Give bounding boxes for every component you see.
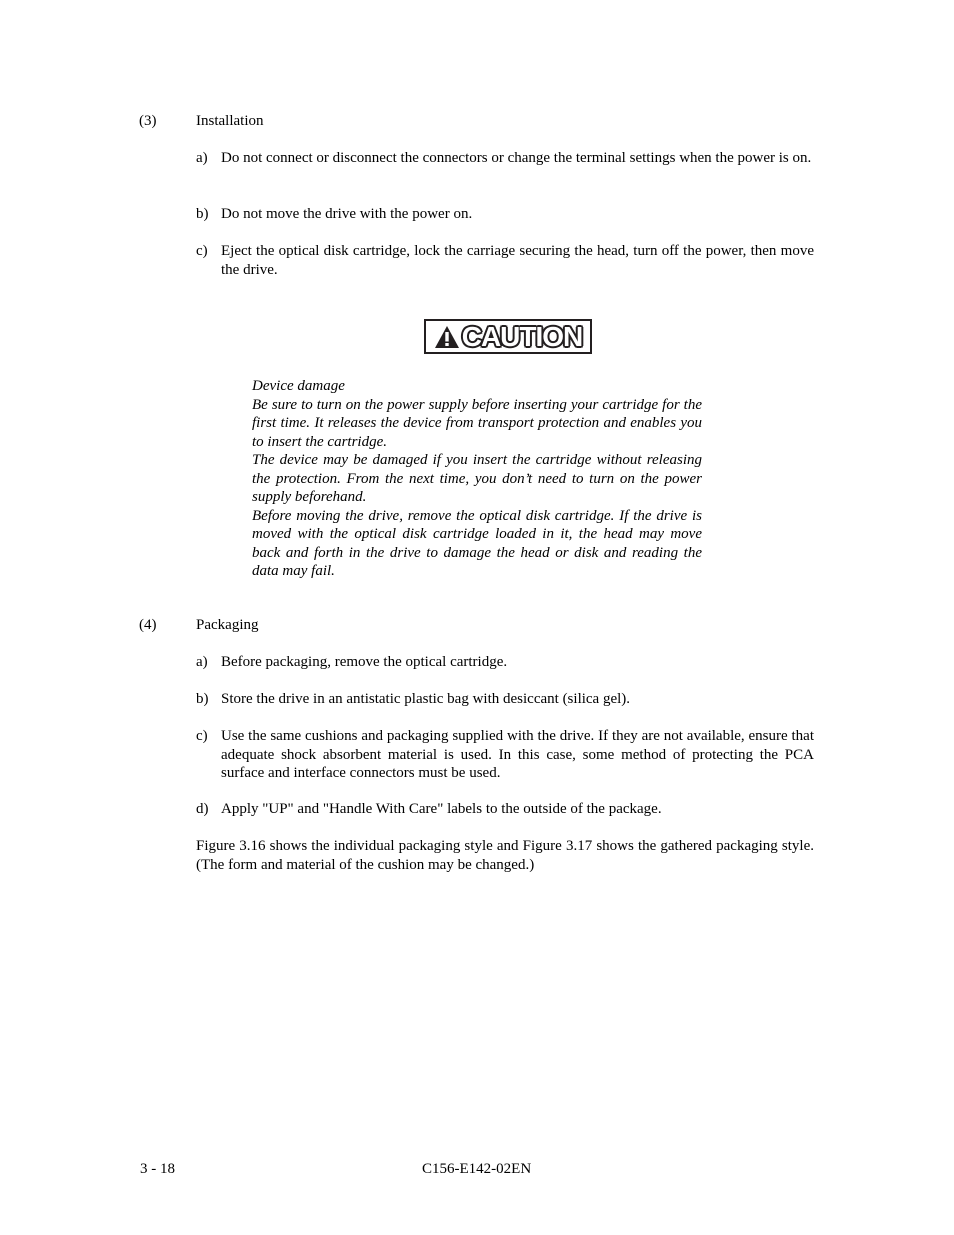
list-item-text: Do not connect or disconnect the connectors or change the terminal settings when the power is on. xyxy=(221,150,812,166)
warning-triangle-icon xyxy=(434,325,460,349)
caution-message xyxy=(252,377,702,581)
caution-line: Before moving the drive, remove the optical disk cartridge. If the drive is moved with the optical disk cartridge loaded in it, the head may move back and forth in the drive to damage the head or disk and reading the data may fail. xyxy=(252,507,702,579)
closing-paragraph: Figure 3.16 shows the individual packaging style and Figure 3.17 shows the gathered packaging style. (The form and material of the cushion may be changed.) xyxy=(196,838,814,873)
list-item xyxy=(196,149,814,168)
document-id: C156-E142-02EN xyxy=(422,1161,532,1177)
page-number: 3 - 18 xyxy=(140,1161,175,1177)
caution-line: The device may be damaged if you insert the cartridge without releasing the protection. From the next time, you don’t need to turn on the power supply beforehand. xyxy=(252,452,702,505)
list-item-text: Do not move the drive with the power on. xyxy=(221,206,473,222)
list-item-text: Store the drive in an antistatic plastic bag with desiccant (silica gel). xyxy=(221,691,631,707)
section-number: (4) xyxy=(139,617,157,633)
list-item-label: c) xyxy=(196,728,208,744)
caution-line: Be sure to turn on the power supply before inserting your cartridge for the first time. It releases the device from transport protection and enables you to insert the cartridge. xyxy=(252,396,702,450)
caution-label: CAUTION xyxy=(461,321,583,352)
list-item-label: d) xyxy=(196,801,209,817)
list-item xyxy=(196,205,814,224)
list-item-label: a) xyxy=(196,150,208,166)
list-item-label: b) xyxy=(196,206,209,222)
list-item-text: Eject the optical disk cartridge, lock the carriage securing the head, turn off the power, then move the drive. xyxy=(221,243,814,278)
list-item-text: Before packaging, remove the optical cartridge. xyxy=(221,654,508,670)
list-item xyxy=(196,242,814,279)
list-item xyxy=(196,800,814,819)
list-item-label: a) xyxy=(196,654,208,670)
section-title: Installation xyxy=(196,113,264,129)
section-number: (3) xyxy=(139,113,157,129)
list-item-label: c) xyxy=(196,243,208,259)
caution-line: Device damage xyxy=(252,378,345,394)
list-item xyxy=(196,727,814,783)
list-item xyxy=(196,653,814,672)
list-item-label: b) xyxy=(196,691,209,707)
caution-sign xyxy=(424,319,592,354)
list-item-text: Apply "UP" and "Handle With Care" labels to the outside of the package. xyxy=(221,801,662,817)
section-title: Packaging xyxy=(196,617,259,633)
list-item-text: Use the same cushions and packaging supplied with the drive. If they are not available, ensure that adequate shock absorbent material is used. In this case, some method of protecting the PCA surface and interface connectors must be used. xyxy=(221,728,814,781)
list-item xyxy=(196,690,814,709)
